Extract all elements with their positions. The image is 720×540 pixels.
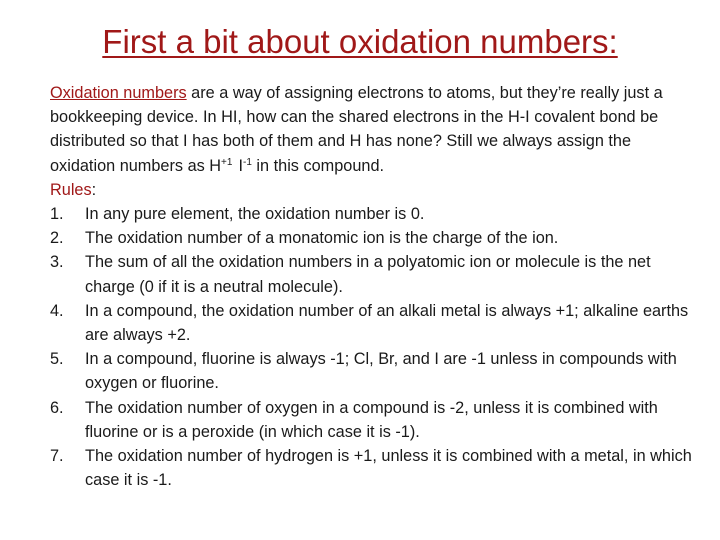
- rule-number: 1.: [50, 205, 64, 224]
- rule-item-3: [50, 250, 700, 298]
- intro-paragraph: [50, 81, 700, 178]
- rule-text: In any pure element, the oxidation number is 0.: [85, 205, 425, 224]
- rule-item-4: [50, 299, 700, 347]
- rule-number: 3.: [50, 253, 64, 272]
- rule-item-1: [50, 202, 700, 226]
- rule-text: The oxidation number of hydrogen is +1, unless it is combined with a metal, in which case it is -1.: [85, 447, 692, 490]
- rule-item-6: [50, 396, 700, 444]
- iodine-symbol: I: [238, 156, 243, 175]
- rule-item-7: [50, 444, 700, 492]
- intro-text-end: in this compound.: [251, 156, 385, 175]
- slide-title: [0, 22, 720, 62]
- rule-item-5: [50, 347, 700, 395]
- rule-text: The oxidation number of a monatomic ion is the charge of the ion.: [85, 229, 559, 248]
- rule-text: The oxidation number of oxygen in a compound is -2, unless it is combined with fluorine or is a peroxide (in which case it is -1).: [85, 398, 658, 441]
- slide-body: [50, 81, 700, 492]
- rule-item-2: [50, 226, 700, 250]
- rules-list: [50, 202, 700, 492]
- rule-number: 4.: [50, 301, 64, 320]
- rule-number: 7.: [50, 447, 64, 466]
- rule-number: 5.: [50, 350, 64, 369]
- rule-number: 6.: [50, 398, 64, 417]
- intro-term: Oxidation numbers: [50, 84, 187, 102]
- slide-title-text: First a bit about oxidation numbers:: [102, 23, 618, 60]
- intro-text: are a way of assigning electrons to atoms, but they’re really just a bookkeeping device. In HI, how can the shared electrons in the H-I covalent bond be distributed so that I has both of them and H has none? Still we always assign the oxidation numbers as H: [50, 84, 663, 175]
- rule-text: The sum of all the oxidation numbers in a polyatomic ion or molecule is the net charge (0 if it is a neutral molecule).: [85, 253, 651, 296]
- rules-colon: :: [91, 180, 97, 199]
- h-oxidation-superscript: +1: [221, 156, 233, 168]
- rules-label: Rules: [50, 180, 92, 199]
- rule-text: In a compound, the oxidation number of an alkali metal is always +1; alkaline earths are always +2.: [85, 301, 689, 345]
- rule-number: 2.: [50, 229, 64, 248]
- i-oxidation-superscript: -1: [242, 156, 252, 168]
- rule-text: In a compound, fluorine is always -1; Cl, Br, and I are -1 unless in compounds with oxygen or fluorine.: [85, 350, 677, 393]
- rules-heading: [50, 178, 700, 202]
